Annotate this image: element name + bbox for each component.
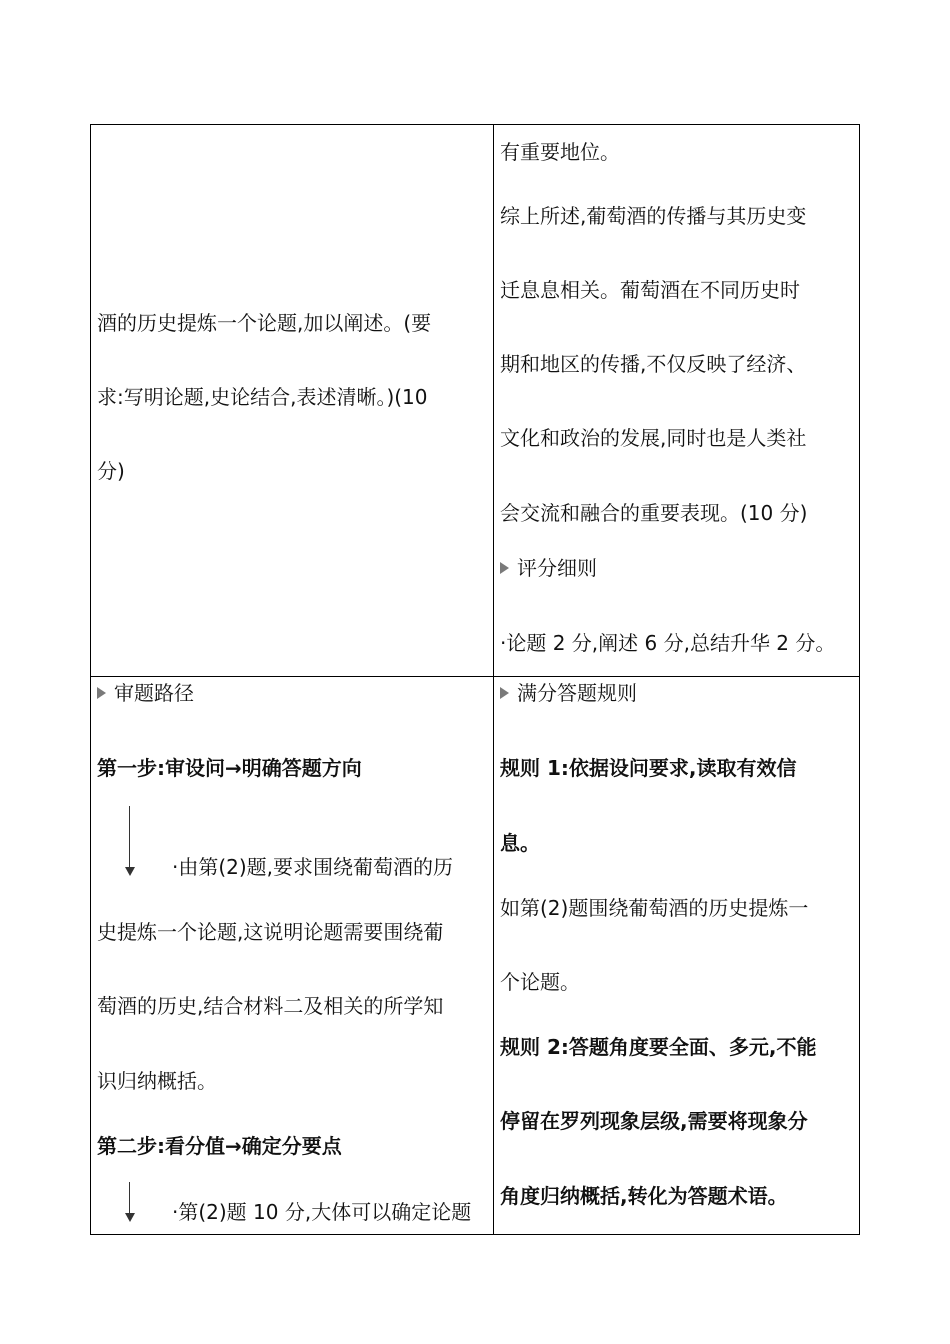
- table-border-top: [90, 124, 860, 125]
- answer-line: 迁息息相关。葡萄酒在不同历史时: [500, 278, 800, 302]
- down-arrow-icon: [124, 806, 136, 876]
- scoring-heading-label: 评分细则: [517, 556, 597, 580]
- question-line: 求:写明论题,史论结合,表述清晰。)(10: [97, 385, 428, 409]
- table-column-divider: [493, 124, 494, 1235]
- table-border-right: [859, 124, 860, 1235]
- question-line: 酒的历史提炼一个论题,加以阐述。(要: [97, 311, 432, 335]
- table-border-left: [90, 124, 91, 1235]
- rule1-line: 息。: [500, 831, 540, 855]
- answer-line: 期和地区的传播,不仅反映了经济、: [500, 352, 807, 376]
- step1-line: 萄酒的历史,结合材料二及相关的所学知: [97, 994, 444, 1018]
- rule2-line: 规则 2:答题角度要全面、多元,不能: [500, 1035, 817, 1059]
- triangle-bullet-icon: [97, 687, 106, 699]
- scoring-line: ·论题 2 分,阐述 6 分,总结升华 2 分。: [500, 631, 836, 655]
- rule1-example-line: 个论题。: [500, 970, 580, 994]
- rules-heading: [500, 680, 637, 706]
- rules-heading-label: 满分答题规则: [517, 681, 637, 705]
- rule2-line: 角度归纳概括,转化为答题术语。: [500, 1184, 788, 1208]
- rule1-line: 规则 1:依据设问要求,读取有效信: [500, 756, 797, 780]
- answer-line: 有重要地位。: [500, 140, 620, 164]
- path-heading-label: 审题路径: [114, 681, 194, 705]
- step1-line: 识归纳概括。: [97, 1069, 217, 1093]
- triangle-bullet-icon: [500, 687, 509, 699]
- answer-line: 会交流和融合的重要表现。(10 分): [500, 501, 808, 525]
- step2-line: ·第(2)题 10 分,大体可以确定论题: [172, 1200, 472, 1224]
- rule1-example-line: 如第(2)题围绕葡萄酒的历史提炼一: [500, 896, 809, 920]
- path-heading: [97, 680, 194, 706]
- answer-line: 文化和政治的发展,同时也是人类社: [500, 426, 807, 450]
- triangle-bullet-icon: [500, 562, 509, 574]
- table-row-divider: [90, 676, 860, 677]
- answer-line: 综上所述,葡萄酒的传播与其历史变: [500, 204, 807, 228]
- step1-title: 第一步:审设问→明确答题方向: [97, 756, 362, 780]
- question-line: 分): [97, 459, 125, 483]
- step1-line: 史提炼一个论题,这说明论题需要围绕葡: [97, 920, 444, 944]
- step1-line: ·由第(2)题,要求围绕葡萄酒的历: [172, 855, 454, 879]
- scoring-heading: [500, 555, 597, 581]
- down-arrow-icon: [124, 1182, 136, 1222]
- step2-title: 第二步:看分值→确定分要点: [97, 1134, 342, 1158]
- rule2-line: 停留在罗列现象层级,需要将现象分: [500, 1109, 808, 1133]
- table-border-bottom: [90, 1234, 860, 1235]
